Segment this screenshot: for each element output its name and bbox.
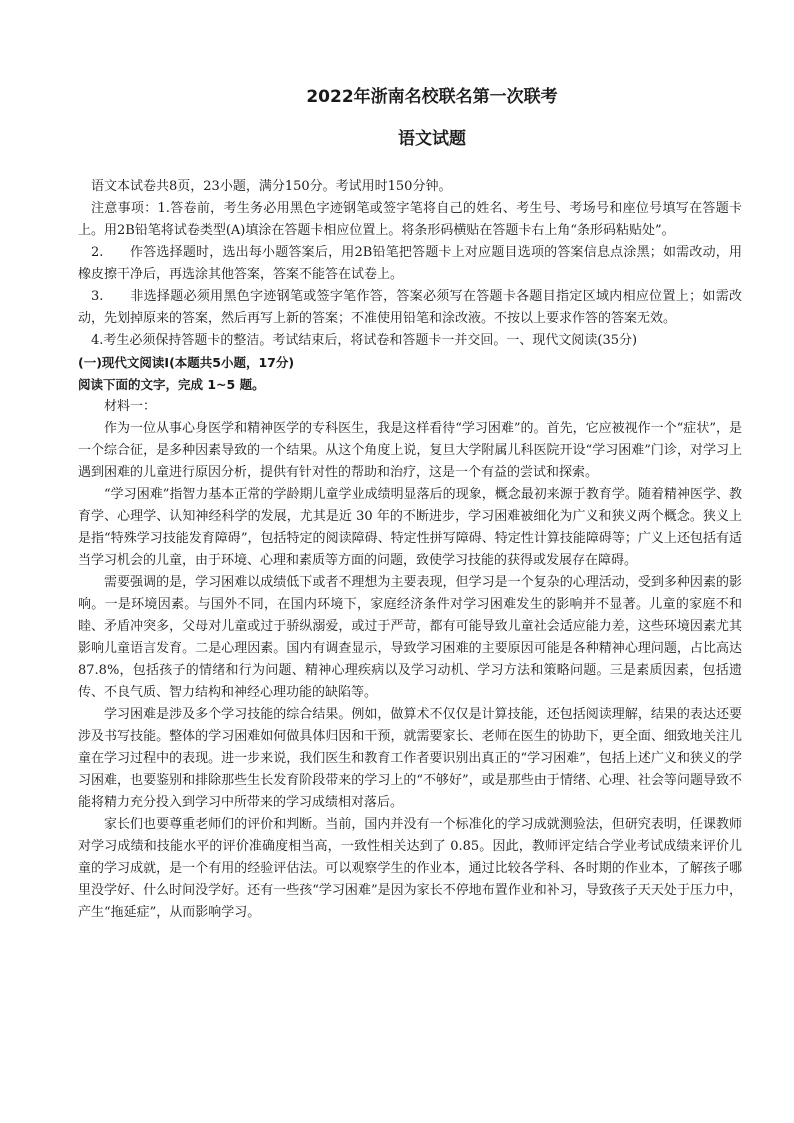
reading-instruction: 阅读下面的文字，完成 1~5 题。 <box>78 377 265 392</box>
material-label: 材料一： <box>104 399 157 414</box>
material-paragraph-3: 需要强调的是，学习困难以成绩低下或者不理想为主要表现，但学习是一个复杂的心理活动，受到多种因素的影响。一是环境因素。与国外不同，在国内环境下，家庭经济条件对学习困难发生的影响并不显著。儿童的家庭不和睦、矛盾冲突多，父母对儿童或过于骄纵溺爱，或过于严苛，都有可能导致儿童社会适应能力差，这些环境因素尤其影响儿童语言发育。二是心理因素。国内有调查显示，导致学习困难的主要原因可能是各种精神心理问题，占比高达87.8%，包括孩子的情绪和行为问题、精神心理疾病以及学习动机、学习方法和策略问题。三是素质因素，包括遗传、不良气质、智力结构和神经心理功能的缺陷等。 <box>78 575 742 700</box>
notice-item-3: 3. 非选择题必须用黑色字迹钢笔或签字笔作答，答案必须写在答题卡各题目指定区域内相应位置上；如需改动，先划掉原来的答案，然后再写上新的答案；不准使用铅笔和涂改液。不按以上要求作答的答案无效。 <box>78 289 742 326</box>
material-paragraph-1: 作为一位从事心身医学和精神医学的专科医生，我是这样看待“学习困难”的。首先，它应被视作一个“症状”，是一个综合征，是多种因素导致的一个结果。从这个角度上说，复旦大学附属儿科医院开设“学习困难”门诊，对学习上遇到困难的儿童进行原因分析，提供有针对性的帮助和治疗，这是一个有益的尝试和探索。 <box>78 421 742 480</box>
notice-item-1: 注意事项：1.答卷前，考生务必用黑色字迹钢笔或签字笔将自己的姓名、考生号、考场号和座位号填写在答题卡上。用2B铅笔将试卷类型(A)填涂在答题卡相应位置上。将条形码横贴在答题卡右上角“条形码粘贴处”。 <box>78 201 742 238</box>
notice-item-4: 4.考生必须保持答题卡的整洁。考试结束后，将试卷和答题卡一并交回。一、现代文阅读(35分) <box>91 333 638 348</box>
material-paragraph-2: “学习困难”指智力基本正常的学龄期儿童学业成绩明显落后的现象，概念最初来源于教育学。随着精神医学、教育学、心理学、认知神经科学的发展，尤其是近 30 年的不断进步，学习困难被细化为广义和狭义两个概念。狭义上是指“特殊学习技能发育障碍”，包括特定的阅读障碍、特定性拼写障碍、特定性计算技能障碍等；广义上还包括有适当学习机会的儿童，由于环境、心理和素质等方面的问题，致使学习技能的获得或发展存在障碍。 <box>78 487 742 568</box>
material-paragraph-5: 家长们也要尊重老师们的评价和判断。当前，国内并没有一个标准化的学习成就测验法，但研究表明，任课教师对学习成绩和技能水平的评价准确度相当高，一致性相关达到了 0.85。因此，教师评定结合学业考试成绩来评价儿童的学习成就，是一个有用的经验评估法。可以观察学生的作业本，通过比较各学科、各时期的作业本，了解孩子哪里没学好、什么时间没学好。还有一些孩“学习困难”是因为家长不停地布置作业和补习，导致孩子天天处于压力中，产生“拖延症”，从而影响学习。 <box>78 817 742 920</box>
section-heading: (一)现代文阅读Ⅰ(本题共5小题，17分) <box>78 355 295 370</box>
exam-title: 2022年浙南名校联名第一次联考 <box>306 87 558 107</box>
exam-subtitle: 语文试题 <box>398 129 466 149</box>
material-paragraph-4: 学习困难是涉及多个学习技能的综合结果。例如，做算术不仅仅是计算技能，还包括阅读理解，结果的表达还要涉及书写技能。整体的学习困难如何做具体归因和干预，就需要家长、老师在医生的协助下，更全面、细致地关注儿童在学习过程中的表现。进一步来说，我们医生和教育工作者要识别出真正的“学习困难”，包括上述广义和狭义的学习困难，也要鉴别和排除那些生长发育阶段带来的学习上的“不够好”，或是那些由于情绪、心理、社会等问题导致不能将精力充分投入到学习中所带来的学习成绩相对落后。 <box>78 707 742 810</box>
notice-item-2: 2. 作答选择题时，选出每小题答案后，用2B铅笔把答题卡上对应题目选项的答案信息点涂黑；如需改动，用橡皮擦干净后，再选涂其他答案，答案不能答在试卷上。 <box>78 245 742 282</box>
exam-summary: 语文本试卷共8页，23小题，满分150分。考试用时150分钟。 <box>91 179 452 194</box>
